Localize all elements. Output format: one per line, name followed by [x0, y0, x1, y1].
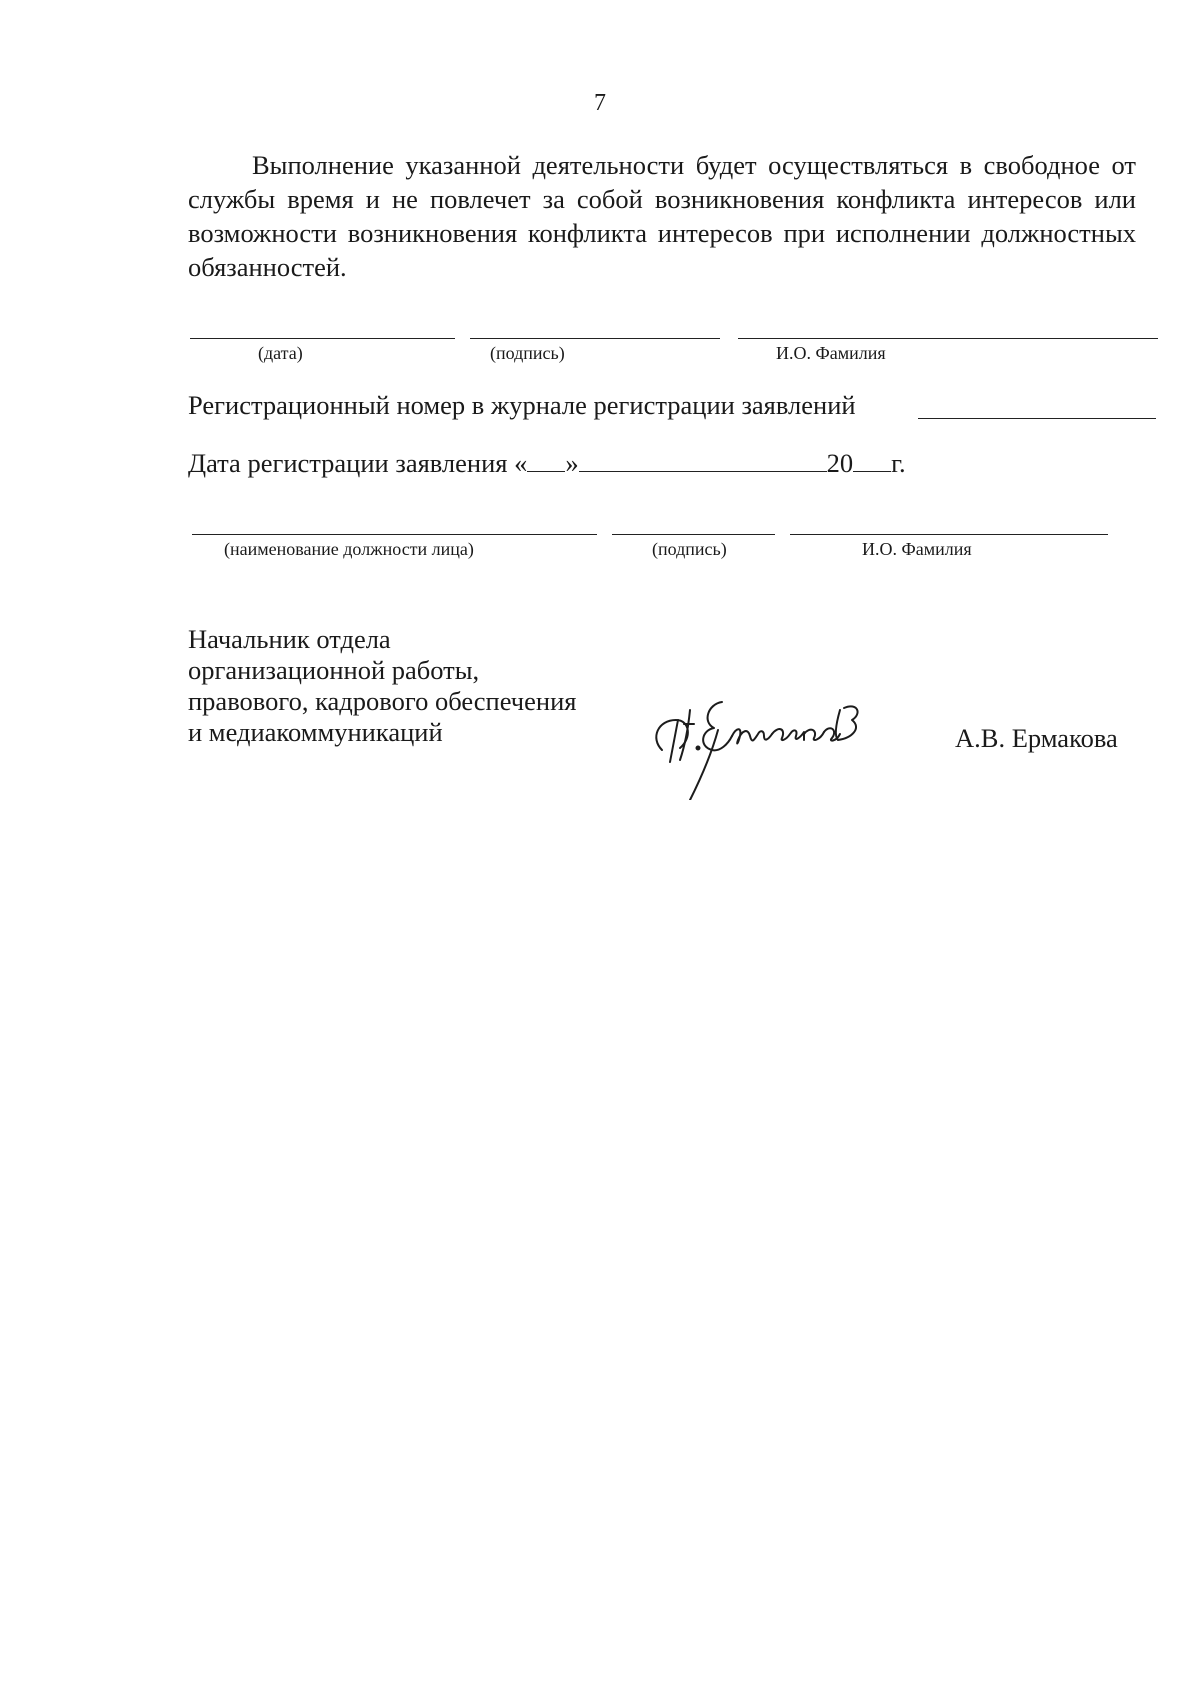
- registration-number-line: [918, 418, 1156, 419]
- position-caption: (наименование должности лица): [224, 539, 474, 559]
- signature-caption: (подпись): [490, 343, 565, 363]
- day-blank: [527, 449, 565, 472]
- handwritten-signature: [640, 680, 880, 800]
- date-caption: (дата): [258, 343, 303, 363]
- position-line-1: Начальник отдела: [188, 624, 391, 654]
- position-line-2: организационной работы,: [188, 655, 480, 685]
- position-line-3: правового, кадрового обеспечения: [188, 686, 577, 716]
- signatory-name: А.В. Ермакова: [955, 723, 1118, 753]
- name-line: [738, 338, 1158, 339]
- registrar-signature-line: [612, 534, 775, 535]
- registration-date-row: [188, 446, 906, 480]
- signature-line: [470, 338, 720, 339]
- name-caption: И.О. Фамилия: [776, 343, 886, 363]
- date-quote-close: »: [565, 448, 579, 478]
- registrar-name-line: [790, 534, 1108, 535]
- body-paragraph: Выполнение указанной деятельности будет осуществляться в свободное от службы время и не повлечет за собой возникновения конфликта интересов или возможности возникновения конфликта интересов при исполнении должностных обязанностей.: [188, 150, 1136, 282]
- year-blank: [853, 449, 891, 472]
- month-blank: [579, 449, 827, 472]
- registrar-signature-caption: (подпись): [652, 539, 727, 559]
- position-line: [192, 534, 597, 535]
- page-number: 7: [594, 90, 606, 116]
- position-line-4: и медиакоммуникаций: [188, 717, 443, 747]
- year-suffix: г.: [891, 448, 906, 478]
- date-line: [190, 338, 455, 339]
- year-prefix: 20: [826, 448, 854, 478]
- signatory-position: [188, 624, 576, 748]
- registrar-name-caption: И.О. Фамилия: [862, 539, 972, 559]
- registration-date-label: Дата регистрации заявления «: [188, 448, 528, 478]
- registration-number-label: Регистрационный номер в журнале регистрации заявлений: [188, 390, 856, 420]
